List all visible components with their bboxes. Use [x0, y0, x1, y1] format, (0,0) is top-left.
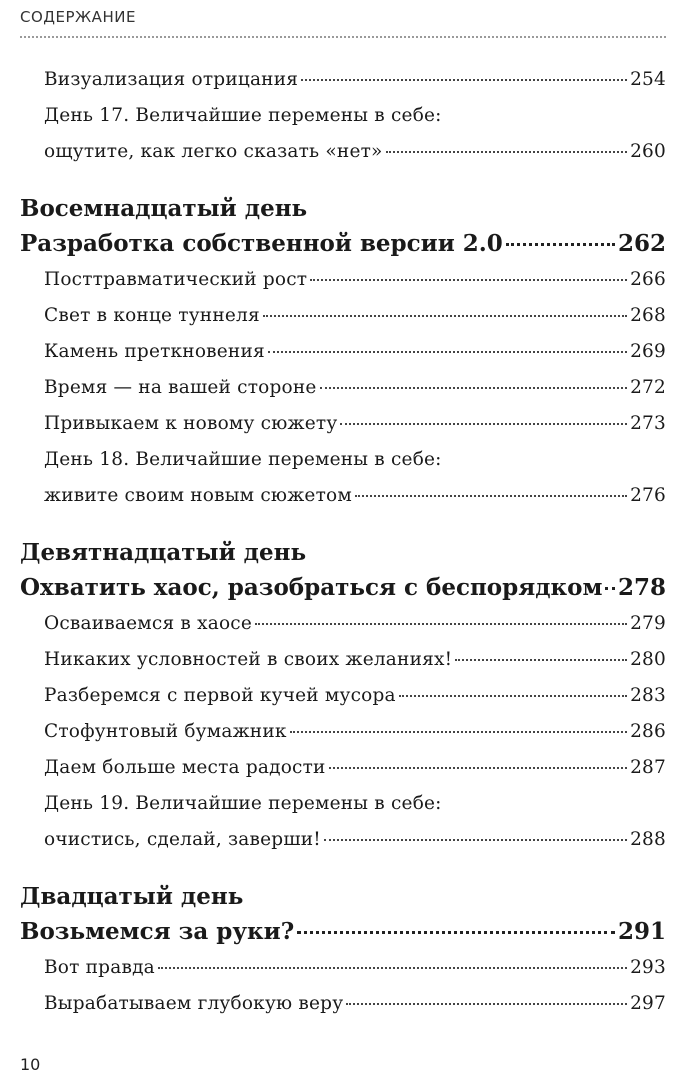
chapter-heading: Девятнадцатый день — [20, 539, 307, 566]
toc-entry-title: Вырабатываем глубокую веру — [44, 993, 344, 1014]
toc-entry[interactable] — [20, 714, 666, 750]
toc-entry-title-line1: День 17. Величайшие перемены в себе: — [44, 105, 442, 126]
toc-entry-title: Визуализация отрицания — [44, 69, 299, 90]
toc-entry[interactable] — [20, 950, 666, 986]
toc-entry-title: Посттравматический рост — [44, 269, 308, 290]
toc-day-entry[interactable] — [20, 442, 666, 514]
toc-entry-title-line2: живите своим новым сюжетом — [44, 485, 352, 506]
toc-entry-title: Вот правда — [44, 957, 155, 978]
dot-leader — [263, 315, 627, 317]
toc-entry-page: 288 — [630, 829, 666, 850]
toc-entry-title: Никаких условностей в своих желаниях! — [44, 649, 453, 670]
chapter-title: Охватить хаос, разобраться с беспорядком — [20, 574, 603, 601]
dot-leader — [399, 695, 627, 697]
toc-entry-title: Привыкаем к новому сюжету — [44, 413, 338, 434]
dot-leader — [455, 659, 627, 661]
toc-entry[interactable] — [20, 62, 666, 98]
toc-entry[interactable] — [20, 298, 666, 334]
toc-entry-page: 283 — [630, 685, 666, 706]
dot-leader — [158, 967, 627, 969]
toc-entry[interactable] — [20, 370, 666, 406]
toc-entry[interactable] — [20, 262, 666, 298]
toc-entry-page: 293 — [630, 957, 666, 978]
toc-entry[interactable] — [20, 750, 666, 786]
toc-entry[interactable] — [20, 986, 666, 1022]
chapter-heading: Восемнадцатый день — [20, 195, 308, 222]
dot-leader — [386, 151, 628, 153]
toc-entry-page: 286 — [630, 721, 666, 742]
chapter-entry[interactable] — [20, 914, 666, 950]
toc-entry-page: 266 — [630, 269, 666, 290]
toc-entry-page: 272 — [630, 377, 666, 398]
toc-entry-page: 276 — [630, 485, 666, 506]
toc-entry-title-line1: День 19. Величайшие перемены в себе: — [44, 793, 442, 814]
dot-leader — [310, 279, 627, 281]
chapter-entry[interactable] — [20, 226, 666, 262]
chapter-heading: Двадцатый день — [20, 883, 244, 910]
toc-entry[interactable] — [20, 642, 666, 678]
dot-leader — [605, 587, 615, 590]
toc-entry-title: Время — на вашей стороне — [44, 377, 317, 398]
toc-entry-title: Свет в конце туннеля — [44, 305, 260, 326]
chapter-title: Разработка собственной версии 2.0 — [20, 230, 503, 257]
dot-leader — [268, 351, 627, 353]
dot-leader — [506, 243, 615, 246]
toc-entry-page: 254 — [630, 69, 666, 90]
toc-entry-page: 273 — [630, 413, 666, 434]
toc-entry-page: 268 — [630, 305, 666, 326]
toc-entry-title-line1: День 18. Величайшие перемены в себе: — [44, 449, 442, 470]
chapter-page: 291 — [617, 918, 666, 945]
chapter-page: 278 — [617, 574, 666, 601]
dot-leader — [324, 839, 627, 841]
dot-leader — [297, 931, 615, 934]
toc-entry-page: 280 — [630, 649, 666, 670]
dot-leader — [320, 387, 628, 389]
dot-leader — [340, 423, 627, 425]
chapter-entry[interactable] — [20, 570, 666, 606]
toc-entry-title-line2: ощутите, как легко сказать «нет» — [44, 141, 383, 162]
toc-entry-title-line2: очистись, сделай, заверши! — [44, 829, 321, 850]
toc-day-entry[interactable] — [20, 98, 666, 170]
toc-entry-title: Разберемся с первой кучей мусора — [44, 685, 396, 706]
toc-entry-page: 260 — [630, 141, 666, 162]
running-head: СОДЕРЖАНИЕ — [20, 8, 136, 26]
toc-entry[interactable] — [20, 606, 666, 642]
dot-leader — [290, 731, 627, 733]
chapter-page: 262 — [617, 230, 666, 257]
toc-entry-page: 287 — [630, 757, 666, 778]
toc-entry-title: Даем больше места радости — [44, 757, 326, 778]
toc-entry[interactable] — [20, 678, 666, 714]
toc-entry-page: 269 — [630, 341, 666, 362]
dot-leader — [329, 767, 627, 769]
dot-leader — [346, 1003, 627, 1005]
toc-entry-title: Осваиваемся в хаосе — [44, 613, 253, 634]
chapter-title: Возьмемся за руки? — [20, 918, 295, 945]
toc-day-entry[interactable] — [20, 786, 666, 858]
page-number: 10 — [20, 1055, 41, 1074]
toc-entry[interactable] — [20, 406, 666, 442]
dot-leader — [355, 495, 627, 497]
dot-leader — [255, 623, 627, 625]
toc-entry-title: Камень преткновения — [44, 341, 265, 362]
toc-entry-page: 297 — [630, 993, 666, 1014]
dot-leader — [301, 79, 627, 81]
toc-entry-title: Стофунтовый бумажник — [44, 721, 287, 742]
toc-entry-page: 279 — [630, 613, 666, 634]
table-of-contents — [20, 62, 666, 1022]
toc-entry[interactable] — [20, 334, 666, 370]
header-dotted-rule — [20, 36, 666, 38]
